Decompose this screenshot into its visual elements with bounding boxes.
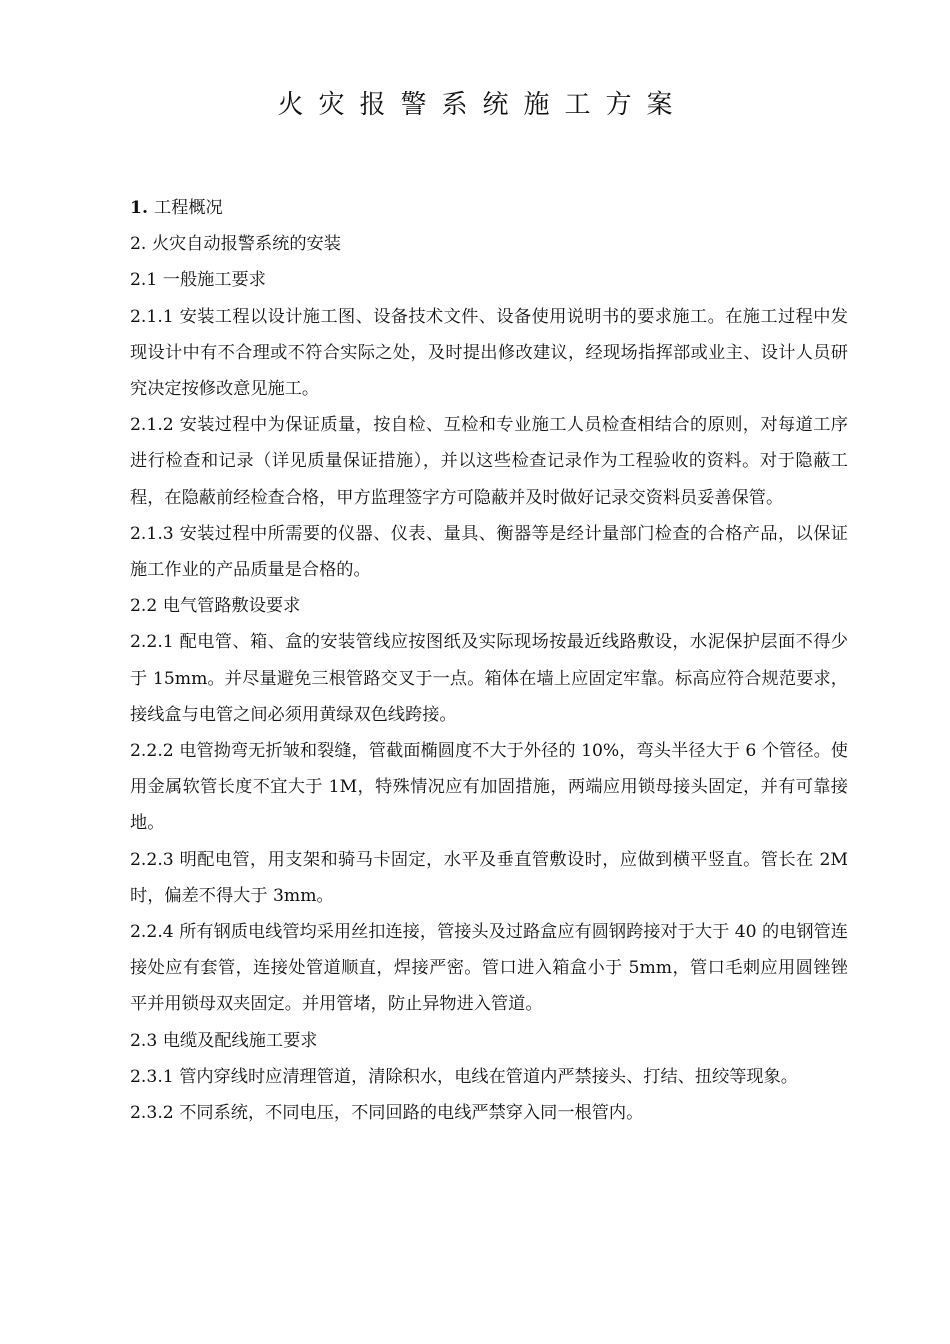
section-1-heading bbox=[130, 190, 848, 226]
paragraph-2-1-3: 2.1.3 安装过程中所需要的仪器、仪表、量具、衡器等是经计量部门检查的合格产品，以保证施工作业的产品质量是合格的。 bbox=[130, 523, 848, 581]
paragraph-2-3-2: 2.3.2 不同系统，不同电压，不同回路的电线严禁穿入同一根管内。 bbox=[130, 1103, 644, 1124]
section-1-number: 1. bbox=[130, 198, 148, 218]
document-body bbox=[130, 190, 848, 1131]
section-1-title: 工程概况 bbox=[153, 198, 223, 218]
paragraph-2-1-2: 2.1.2 安装过程中为保证质量，按自检、互检和专业施工人员检查相结合的原则，对每道工序进行检查和记录（详见质量保证措施），并以这些检查记录作为工程验收的资料。对于隐蔽工程，在隐蔽前经检查合格，甲方监理签字方可隐蔽并及时做好记录交资料员妥善保管。 bbox=[130, 415, 848, 508]
paragraph-2-2-3: 2.2.3 明配电管，用支架和骑马卡固定，水平及垂直管敷设时，应做到横平竖直。管长在 2M 时，偏差不得大于 3mm。 bbox=[130, 849, 848, 906]
paragraph-2-2-4: 2.2.4 所有钢质电线管均采用丝扣连接，管接头及过路盒应有圆钢跨接对于大于 40 的电钢管连接处应有套管，连接处管道顺直，焊接严密。管口进入箱盒小于 5mm，管口毛刺应用圆锉锉平并用锁母双夹固定。并用管堵，防止异物进入管道。 bbox=[130, 922, 848, 1015]
document-title: 火灾报警系统施工方案 bbox=[277, 90, 688, 120]
paragraph-2-2-2: 2.2.2 电管拗弯无折皱和裂缝，管截面椭圆度不大于外径的 10%，弯头半径大于 6 个管径。使用金属软管长度不宜大于 1M，特殊情况应有加固措施，两端应用锁母接头固定，并有可靠接地。 bbox=[130, 741, 848, 834]
paragraph-2-1-1: 2.1.1 安装工程以设计施工图、设备技术文件、设备使用说明书的要求施工。在施工过程中发现设计中有不合理或不符合实际之处，及时提出修改建议，经现场指挥部或业主、设计人员研究决定按修改意见施工。 bbox=[130, 306, 848, 400]
paragraph-2-2-1: 2.2.1 配电管、箱、盒的安装管线应按图纸及实际现场按最近线路敷设，水泥保护层面不得少于 15mm。并尽量避免三根管路交叉于一点。箱体在墙上应固定牢靠。标高应符合规范要求，接线盒与电管之间必须用黄绿双色线跨接。 bbox=[130, 632, 848, 725]
section-2-1-heading: 2.1 一般施工要求 bbox=[130, 270, 266, 291]
section-2-3-heading: 2.3 电缆及配线施工要求 bbox=[130, 1030, 318, 1051]
paragraph-2-3-1: 2.3.1 管内穿线时应清理管道，清除积水，电线在管道内严禁接头、打结、扭绞等现象。 bbox=[130, 1066, 798, 1087]
section-2-2-heading: 2.2 电气管路敷设要求 bbox=[130, 596, 301, 617]
section-2-heading: 2. 火灾自动报警系统的安装 bbox=[130, 234, 341, 255]
